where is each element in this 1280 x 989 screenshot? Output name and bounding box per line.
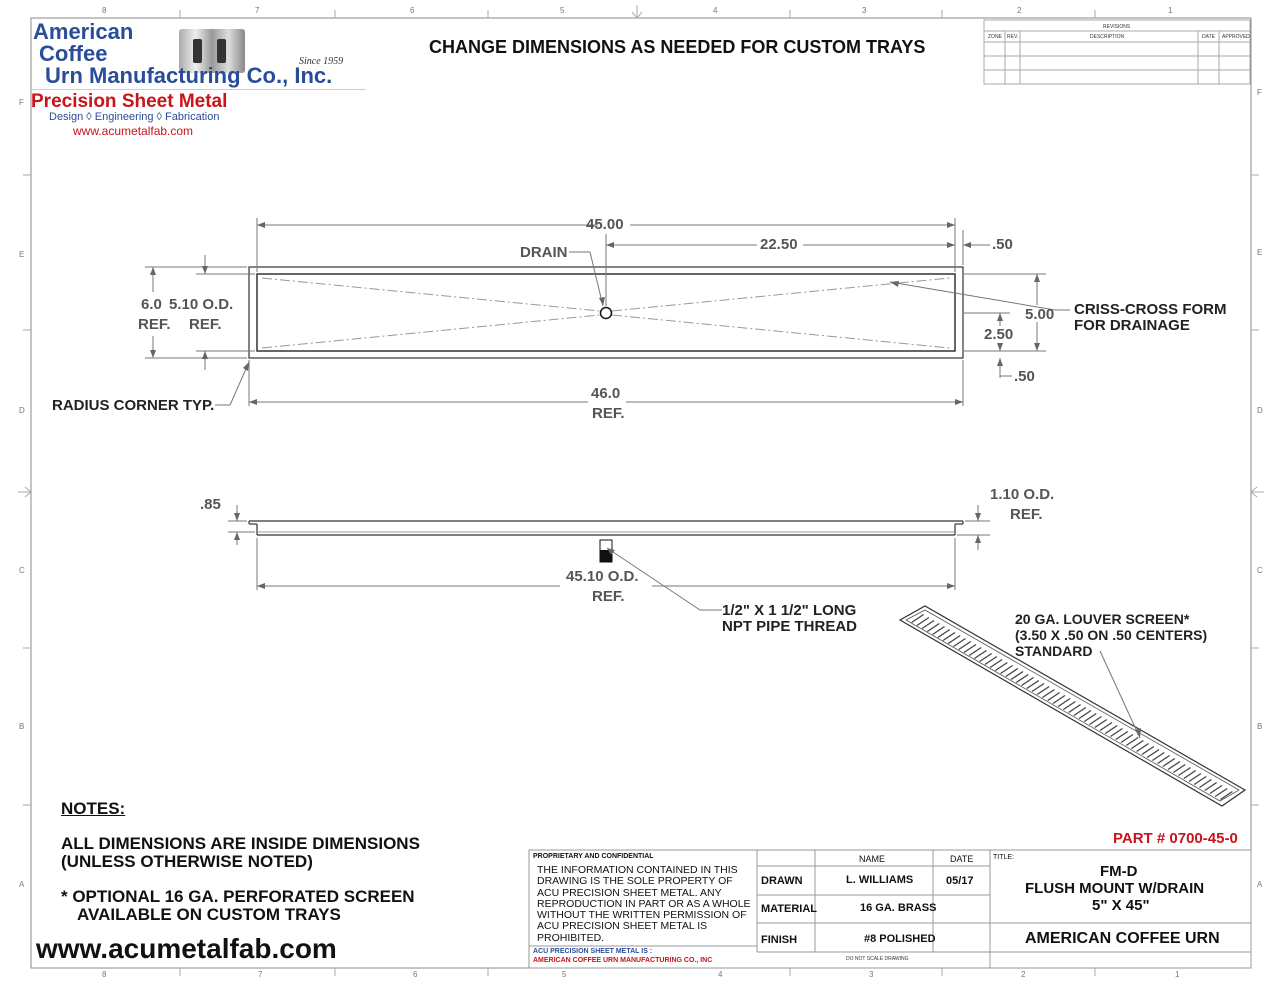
ruler-right-b: B — [1257, 722, 1263, 731]
drawn-date: 05/17 — [946, 875, 974, 887]
drawn-name: L. WILLIAMS — [846, 874, 914, 886]
ruler-right-a: A — [1257, 880, 1263, 889]
ruler-bottom-5: 5 — [562, 970, 567, 979]
ruler-bottom-2: 2 — [1021, 970, 1026, 979]
dim-ref-1: REF. — [138, 316, 171, 333]
ruler-bottom-6: 6 — [413, 970, 418, 979]
logo-line-2: Coffee — [39, 41, 108, 66]
prop-title: PROPRIETARY AND CONFIDENTIAL — [533, 853, 654, 860]
ruler-top-7: 7 — [255, 6, 260, 15]
dim-outer-length: 46.0 — [591, 385, 621, 402]
ruler-right-f: F — [1257, 88, 1262, 97]
pipe-note-2: NPT PIPE THREAD — [722, 618, 858, 635]
dim-height-ref: 6.0 — [141, 296, 162, 313]
ruler-top-5: 5 — [560, 6, 565, 15]
ruler-left-b: B — [19, 722, 25, 731]
drawing-title-1: FM-D — [1100, 863, 1138, 880]
drawing-title-3: 5" X 45" — [1092, 897, 1150, 914]
dim-od-depth: 1.10 O.D. — [990, 486, 1055, 503]
logo-line-3: Urn Manufacturing Co., Inc. — [45, 63, 333, 88]
logo-line-1: American — [33, 19, 134, 44]
revisions-title: REVISIONS — [1103, 24, 1131, 30]
material-label: MATERIAL — [761, 903, 818, 915]
screen-note-3: STANDARD — [1015, 643, 1093, 659]
ruler-right-c: C — [1257, 566, 1263, 575]
ruler-bottom-3: 3 — [869, 970, 874, 979]
ruler-left-d: D — [19, 406, 25, 415]
acu-line-1: ACU PRECISION SHEET METAL IS : — [533, 948, 653, 955]
ruler-left-f: F — [19, 98, 24, 107]
ruler-top-6: 6 — [410, 6, 415, 15]
logo-since: Since 1959 — [299, 56, 344, 67]
revisions-date: DATE — [1202, 34, 1215, 40]
dim-edge-bottom: .50 — [1014, 368, 1035, 385]
ruler-top-1: 1 — [1168, 6, 1173, 15]
ruler-right-d: D — [1257, 406, 1263, 415]
note-2a: * OPTIONAL 16 GA. PERFORATED SCREEN — [61, 887, 415, 906]
finish-label: FINISH — [761, 934, 798, 946]
page-title: CHANGE DIMENSIONS AS NEEDED FOR CUSTOM TRAYS — [429, 37, 926, 57]
ruler-top-3: 3 — [862, 6, 867, 15]
ruler-left-e: E — [19, 250, 25, 259]
crisscross-note-2: FOR DRAINAGE — [1074, 317, 1190, 334]
revisions-rev: REV. — [1007, 34, 1019, 40]
drain-label: DRAIN — [520, 244, 568, 261]
prop-text: THE INFORMATION CONTAINED IN THIS DRAWING IS THE SOLE PROPERTY OF ACU PRECISION SHEET METAL. ANY REPRODUCTION IN PART OR AS A WHOLE WITHOUT THE WRITTEN PERMISSION OF ACU PRECISION SHEET METAL IS PROHIBITED. — [537, 864, 751, 944]
ruler-left-c: C — [19, 566, 25, 575]
ruler-right-e: E — [1257, 248, 1263, 257]
revisions-approved: APPROVED — [1222, 34, 1250, 40]
do-not-scale: DO NOT SCALE DRAWING — [846, 956, 909, 962]
material-value: 16 GA. BRASS — [860, 902, 937, 914]
footer-url[interactable]: www.acumetalfab.com — [36, 933, 337, 964]
ruler-bottom-8: 8 — [102, 970, 107, 979]
acu-line-2: AMERICAN COFFEE URN MANUFACTURING CO., INC — [533, 957, 713, 964]
name-header: NAME — [859, 854, 886, 864]
ruler-top-4: 4 — [713, 6, 718, 15]
company-name: AMERICAN COFFEE URN — [1025, 930, 1220, 947]
drawing-title-2: FLUSH MOUNT W/DRAIN — [1025, 880, 1205, 897]
dim-depth: .85 — [200, 496, 221, 513]
revisions-description: DESCRIPTION — [1090, 34, 1125, 40]
dim-ref-2: REF. — [189, 316, 222, 333]
dim-od-length-ref: REF. — [592, 588, 625, 605]
dim-od-length: 45.10 O.D. — [566, 568, 639, 585]
dim-edge-top: .50 — [992, 236, 1013, 253]
screen-note-2: (3.50 X .50 ON .50 CENTERS) — [1015, 627, 1208, 643]
note-2b: AVAILABLE ON CUSTOM TRAYS — [77, 905, 341, 924]
drawn-label: DRAWN — [761, 875, 803, 887]
ruler-bottom-1: 1 — [1175, 970, 1180, 979]
dim-overall-length: 45.00 — [586, 216, 624, 233]
dim-half-length: 22.50 — [760, 236, 798, 253]
revisions-zone: ZONE — [988, 34, 1002, 40]
ruler-bottom-7: 7 — [258, 970, 263, 979]
finish-value: #8 POLISHED — [864, 933, 936, 945]
ruler-top-2: 2 — [1017, 6, 1022, 15]
note-1a: ALL DIMENSIONS ARE INSIDE DIMENSIONS — [61, 834, 420, 853]
logo-services: Design ◊ Engineering ◊ Fabrication — [49, 111, 220, 123]
dim-height-od: 5.10 O.D. — [169, 296, 234, 313]
notes-title: NOTES: — [61, 799, 126, 818]
crisscross-note-1: CRISS-CROSS FORM — [1074, 301, 1227, 318]
part-number: PART # 0700-45-0 — [1113, 830, 1238, 847]
date-header: DATE — [950, 854, 974, 864]
pipe-note-1: 1/2" X 1 1/2" LONG — [722, 602, 857, 619]
dim-width-inner: 5.00 — [1025, 306, 1055, 323]
title-header: TITLE: — [993, 854, 1015, 861]
dim-half-width: 2.50 — [984, 326, 1014, 343]
ruler-top-8: 8 — [102, 6, 107, 15]
ruler-bottom-4: 4 — [718, 970, 723, 979]
screen-note-1: 20 GA. LOUVER SCREEN* — [1015, 611, 1190, 627]
logo-tagline: Precision Sheet Metal — [31, 91, 228, 112]
note-1b: (UNLESS OTHERWISE NOTED) — [61, 852, 313, 871]
radius-corner-note: RADIUS CORNER TYP. — [52, 397, 215, 414]
company-logo[interactable] — [31, 19, 366, 137]
dim-od-depth-ref: REF. — [1010, 506, 1043, 523]
dim-outer-ref: REF. — [592, 405, 625, 422]
ruler-left-a: A — [19, 880, 25, 889]
logo-url: www.acumetalfab.com — [73, 124, 194, 138]
